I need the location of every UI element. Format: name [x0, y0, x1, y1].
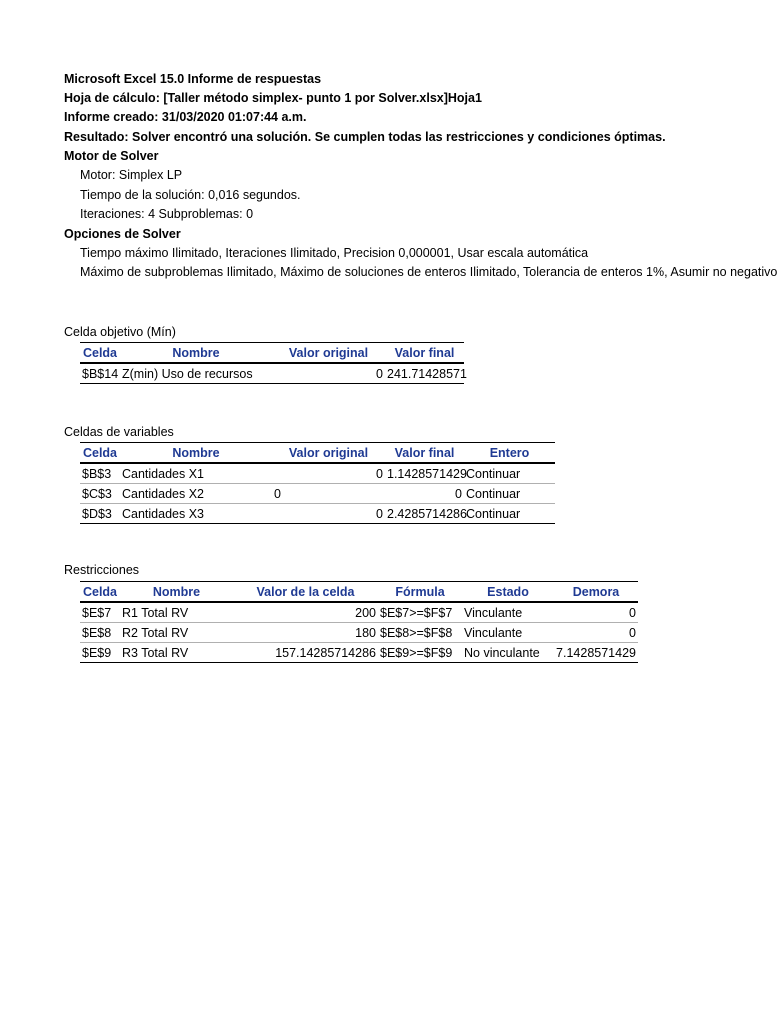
objective-title: Celda objetivo (Mín) — [64, 325, 176, 339]
table-row — [80, 463, 555, 484]
column-header: Nombre — [120, 443, 272, 464]
cell-ref: $E$9 — [80, 643, 120, 663]
cell-integer: Continuar — [464, 463, 555, 484]
column-header: Valor original — [272, 443, 385, 464]
table-row — [80, 484, 555, 504]
created-line: Informe creado: 31/03/2020 01:07:44 a.m. — [64, 110, 307, 124]
options-title: Opciones de Solver — [64, 227, 181, 241]
cell-ref: $B$14 — [80, 363, 120, 384]
cell-original: 0 — [272, 484, 385, 504]
motor-engine: Motor: Simplex LP — [80, 168, 183, 182]
cell-value: 180 — [233, 623, 378, 643]
variables-table — [80, 442, 555, 524]
table-row — [80, 363, 464, 384]
cell-status: No vinculante — [462, 643, 554, 663]
constraints-table — [80, 581, 638, 663]
column-header: Fórmula — [378, 582, 462, 603]
report-title: Microsoft Excel 15.0 Informe de respuestas — [64, 72, 322, 86]
constraints-title: Restricciones — [64, 563, 140, 577]
column-header: Valor final — [385, 343, 464, 364]
table-row — [80, 643, 638, 663]
cell-name: R2 Total RV — [120, 623, 233, 643]
cell-slack: 0 — [554, 623, 638, 643]
column-header: Celda — [80, 582, 120, 603]
cell-status: Vinculante — [462, 602, 554, 623]
cell-final: 2.4285714286 — [385, 504, 464, 524]
cell-value: 200 — [233, 602, 378, 623]
cell-status: Vinculante — [462, 623, 554, 643]
cell-name: R3 Total RV — [120, 643, 233, 663]
table-row — [80, 602, 638, 623]
options-line2: Máximo de subproblemas Ilimitado, Máximo de soluciones de enteros Ilimitado, Tolerancia de enteros 1%, Asumir no negativo — [80, 265, 777, 279]
cell-slack: 7.1428571429 — [554, 643, 638, 663]
worksheet-line: Hoja de cálculo: [Taller método simplex- punto 1 por Solver.xlsx]Hoja1 — [64, 91, 482, 105]
column-header: Entero — [464, 443, 555, 464]
cell-integer: Continuar — [464, 504, 555, 524]
motor-time: Tiempo de la solución: 0,016 segundos. — [80, 188, 301, 202]
cell-ref: $E$8 — [80, 623, 120, 643]
cell-final: 1.1428571429 — [385, 463, 464, 484]
cell-integer: Continuar — [464, 484, 555, 504]
result-line: Resultado: Solver encontró una solución. Se cumplen todas las restricciones y condiciones óptimas. — [64, 130, 666, 144]
cell-final: 241.71428571 — [385, 363, 464, 384]
cell-original: 0 — [272, 463, 385, 484]
column-header: Demora — [554, 582, 638, 603]
variables-title: Celdas de variables — [64, 425, 174, 439]
cell-ref: $B$3 — [80, 463, 120, 484]
cell-original: 0 — [272, 504, 385, 524]
options-line1: Tiempo máximo Ilimitado, Iteraciones Ilimitado, Precision 0,000001, Usar escala automática — [80, 246, 589, 260]
cell-original: 0 — [272, 363, 385, 384]
column-header: Valor de la celda — [233, 582, 378, 603]
column-header: Celda — [80, 443, 120, 464]
column-header: Nombre — [120, 343, 272, 364]
objective-table — [80, 342, 467, 384]
cell-name: Cantidades X3 — [120, 504, 272, 524]
cell-slack: 0 — [554, 602, 638, 623]
motor-iterations: Iteraciones: 4 Subproblemas: 0 — [80, 207, 254, 221]
table-row — [80, 623, 638, 643]
cell-final: 0 — [385, 484, 464, 504]
cell-formula: $E$7>=$F$7 — [378, 602, 462, 623]
cell-name: Cantidades X1 — [120, 463, 272, 484]
column-header: Valor final — [385, 443, 464, 464]
table-row — [80, 504, 555, 524]
table-header-row — [80, 343, 464, 364]
cell-value: 157.14285714286 — [233, 643, 378, 663]
cell-name: R1 Total RV — [120, 602, 233, 623]
table-header-row — [80, 582, 638, 603]
cell-formula: $E$8>=$F$8 — [378, 623, 462, 643]
cell-formula: $E$9>=$F$9 — [378, 643, 462, 663]
cell-ref: $E$7 — [80, 602, 120, 623]
column-header: Estado — [462, 582, 554, 603]
motor-title: Motor de Solver — [64, 149, 159, 163]
cell-ref: $D$3 — [80, 504, 120, 524]
cell-name: Z(min) Uso de recursos — [120, 363, 272, 384]
column-header: Valor original — [272, 343, 385, 364]
cell-ref: $C$3 — [80, 484, 120, 504]
table-header-row — [80, 443, 555, 464]
cell-name: Cantidades X2 — [120, 484, 272, 504]
column-header: Nombre — [120, 582, 233, 603]
column-header: Celda — [80, 343, 120, 364]
